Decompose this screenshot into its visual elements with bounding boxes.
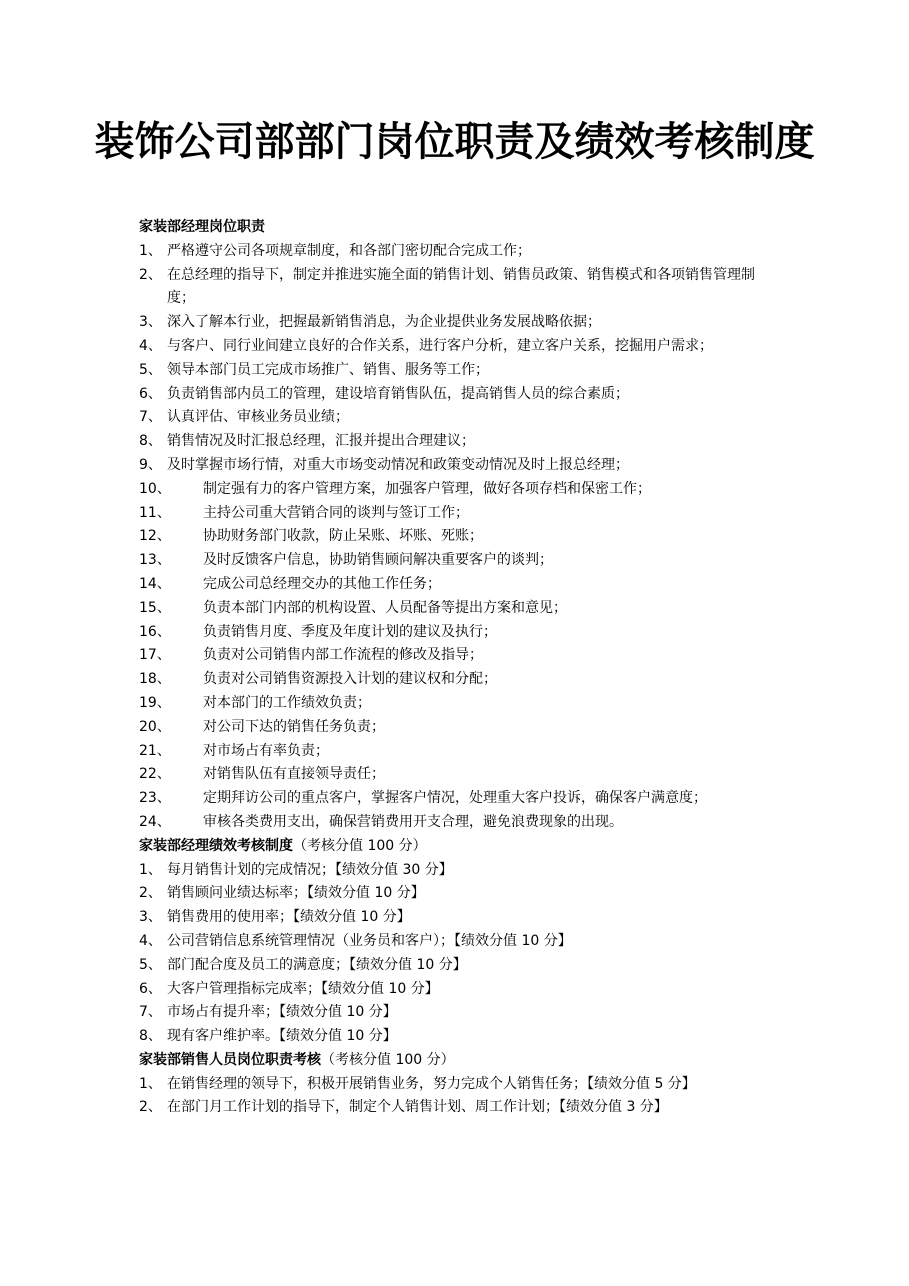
section-manager-kpi xyxy=(139,835,779,1049)
list-item: 8、 销售情况及时汇报总经理，汇报并提出合理建议； xyxy=(139,433,475,450)
section-sales-duties xyxy=(139,1049,779,1120)
list-item: 6、 负责销售部内员工的管理，建设培育销售队伍，提高销售人员的综合素质； xyxy=(139,385,629,402)
list-item: 2、 在总经理的指导下，制定并推进实施全面的销售计划、销售员政策、销售模式和各项销售管理制度； xyxy=(139,266,755,307)
list-item: 5、 部门配合度及员工的满意度；【绩效分值 10 分】 xyxy=(139,956,467,973)
score-note: （考核分值 100 分） xyxy=(293,837,427,854)
list-item: 5、 领导本部门员工完成市场推广、销售、服务等工作； xyxy=(139,361,489,378)
document-title: 装饰公司部部门岗位职责及绩效考核制度 xyxy=(94,118,815,165)
list-item: 2、 销售顾问业绩达标率；【绩效分值 10 分】 xyxy=(139,885,425,902)
list-item: 20、 对公司下达的销售任务负责； xyxy=(139,718,385,735)
document-body xyxy=(139,216,779,1120)
list-item: 8、 现有客户维护率。【绩效分值 10 分】 xyxy=(139,1028,397,1045)
list-item: 10、 制定强有力的客户管理方案，加强客户管理，做好各项存档和保密工作； xyxy=(139,480,651,497)
section-heading: 家装部经理绩效考核制度（考核分值 100 分） xyxy=(139,837,427,854)
list-item: 22、 对销售队伍有直接领导责任； xyxy=(139,766,385,783)
list-item: 17、 负责对公司销售内部工作流程的修改及指导； xyxy=(139,647,483,664)
list-item: 3、 销售费用的使用率；【绩效分值 10 分】 xyxy=(139,909,411,926)
list-item: 9、 及时掌握市场行情，对重大市场变动情况和政策变动情况及时上报总经理； xyxy=(139,456,629,473)
list-item: 12、 协助财务部门收款，防止呆账、坏账、死账； xyxy=(139,528,483,545)
list-item: 19、 对本部门的工作绩效负责； xyxy=(139,694,371,711)
section-manager-duties xyxy=(139,216,779,835)
list-item: 14、 完成公司总经理交办的其他工作任务； xyxy=(139,575,441,592)
list-item: 24、 审核各类费用支出，确保营销费用开支合理，避免浪费现象的出现。 xyxy=(139,813,623,830)
list-item: 16、 负责销售月度、季度及年度计划的建议及执行； xyxy=(139,623,497,640)
duty-list xyxy=(139,240,779,835)
section-heading: 家装部经理岗位职责 xyxy=(139,219,265,235)
list-item: 1、 每月销售计划的完成情况；【绩效分值 30 分】 xyxy=(139,861,453,878)
list-item: 7、 认真评估、审核业务员业绩； xyxy=(139,409,349,426)
list-item: 3、 深入了解本行业，把握最新销售消息，为企业提供业务发展战略依据； xyxy=(139,314,601,331)
list-item: 23、 定期拜访公司的重点客户，掌握客户情况，处理重大客户投诉，确保客户满意度； xyxy=(139,790,707,807)
list-item: 2、 在部门月工作计划的指导下，制定个人销售计划、周工作计划；【绩效分值 3 分】 xyxy=(139,1099,668,1116)
list-item: 13、 及时反馈客户信息，协助销售顾问解决重要客户的谈判； xyxy=(139,552,553,569)
list-item: 6、 大客户管理指标完成率；【绩效分值 10 分】 xyxy=(139,980,439,997)
list-item: 4、 公司营销信息系统管理情况（业务员和客户）；【绩效分值 10 分】 xyxy=(139,932,572,949)
kpi-list xyxy=(139,859,779,1049)
list-item: 1、 在销售经理的领导下，积极开展销售业务，努力完成个人销售任务；【绩效分值 5 分】 xyxy=(139,1075,696,1092)
score-note: （考核分值 100 分） xyxy=(321,1051,455,1068)
list-item: 11、 主持公司重大营销合同的谈判与签订工作； xyxy=(139,504,469,521)
list-item: 21、 对市场占有率负责； xyxy=(139,742,329,759)
list-item: 18、 负责对公司销售资源投入计划的建议权和分配； xyxy=(139,671,497,688)
list-item: 1、 严格遵守公司各项规章制度，和各部门密切配合完成工作； xyxy=(139,242,531,259)
list-item: 15、 负责本部门内部的机构设置、人员配备等提出方案和意见； xyxy=(139,599,567,616)
sales-duty-list xyxy=(139,1073,779,1121)
list-item: 4、 与客户、同行业间建立良好的合作关系，进行客户分析，建立客户关系，挖掘用户需求； xyxy=(139,337,713,354)
list-item: 7、 市场占有提升率；【绩效分值 10 分】 xyxy=(139,1004,397,1021)
section-heading: 家装部销售人员岗位职责考核（考核分值 100 分） xyxy=(139,1051,455,1068)
